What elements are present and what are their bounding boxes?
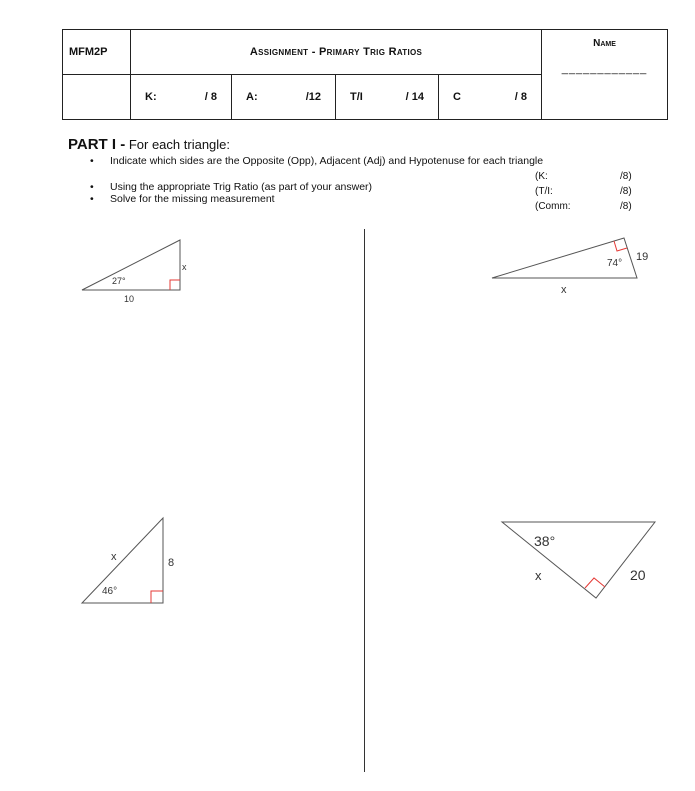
triangle-1-side: 10 bbox=[124, 294, 135, 304]
mark-k: K: / 8 bbox=[131, 75, 232, 120]
rubric-k-label: (K: bbox=[535, 171, 548, 182]
triangle-4-angle: 38° bbox=[534, 533, 556, 549]
instruction-item: • Solve for the missing measurement bbox=[86, 193, 656, 205]
mark-a: A: /12 bbox=[232, 75, 336, 120]
rubric-comm-label: (Comm: bbox=[535, 201, 571, 212]
name-label: Name bbox=[593, 38, 616, 49]
triangle-3-unknown: x bbox=[111, 551, 117, 563]
instruction-item: • Using the appropriate Trig Ratio (as part of your answer) bbox=[86, 181, 656, 193]
triangle-4-side: 20 bbox=[630, 567, 646, 583]
triangle-3-side: 8 bbox=[168, 557, 175, 569]
instruction-item: • Indicate which sides are the Opposite (Opp), Adjacent (Adj) and Hypotenuse for each triangle bbox=[86, 155, 656, 167]
triangle-3-shape bbox=[82, 518, 163, 603]
triangle-1 bbox=[82, 240, 187, 304]
rubric-ti-value: /8) bbox=[620, 186, 632, 197]
triangle-3 bbox=[82, 518, 174, 603]
right-angle-marker bbox=[585, 578, 605, 588]
rubric-ti-label: (T/I: bbox=[535, 186, 553, 197]
triangle-4-shape bbox=[502, 522, 655, 598]
triangle-4 bbox=[502, 522, 655, 598]
right-angle-marker bbox=[151, 591, 163, 603]
triangle-2 bbox=[492, 238, 648, 296]
triangle-4-unknown: x bbox=[535, 568, 542, 583]
triangle-3-angle: 46° bbox=[102, 586, 118, 597]
triangle-2-side: 19 bbox=[636, 251, 649, 263]
name-line: ____________ bbox=[561, 63, 648, 75]
rubric-k-value: /8) bbox=[620, 171, 632, 182]
mark-ti: T/I / 14 bbox=[336, 75, 439, 120]
course-code: MFM2P bbox=[63, 30, 131, 75]
part-heading: PART I - For each triangle: bbox=[68, 136, 231, 153]
right-angle-marker bbox=[170, 280, 180, 290]
mark-c: C / 8 bbox=[439, 75, 542, 120]
triangle-1-unknown: x bbox=[182, 262, 187, 272]
triangle-2-unknown: x bbox=[561, 284, 567, 296]
triangle-2-angle: 74° bbox=[607, 258, 623, 269]
triangle-1-shape bbox=[82, 240, 180, 290]
rubric-comm-value: /8) bbox=[620, 201, 632, 212]
page-title: Assignment - Primary Trig Ratios bbox=[131, 30, 542, 75]
triangle-1-angle: 27° bbox=[112, 276, 126, 286]
